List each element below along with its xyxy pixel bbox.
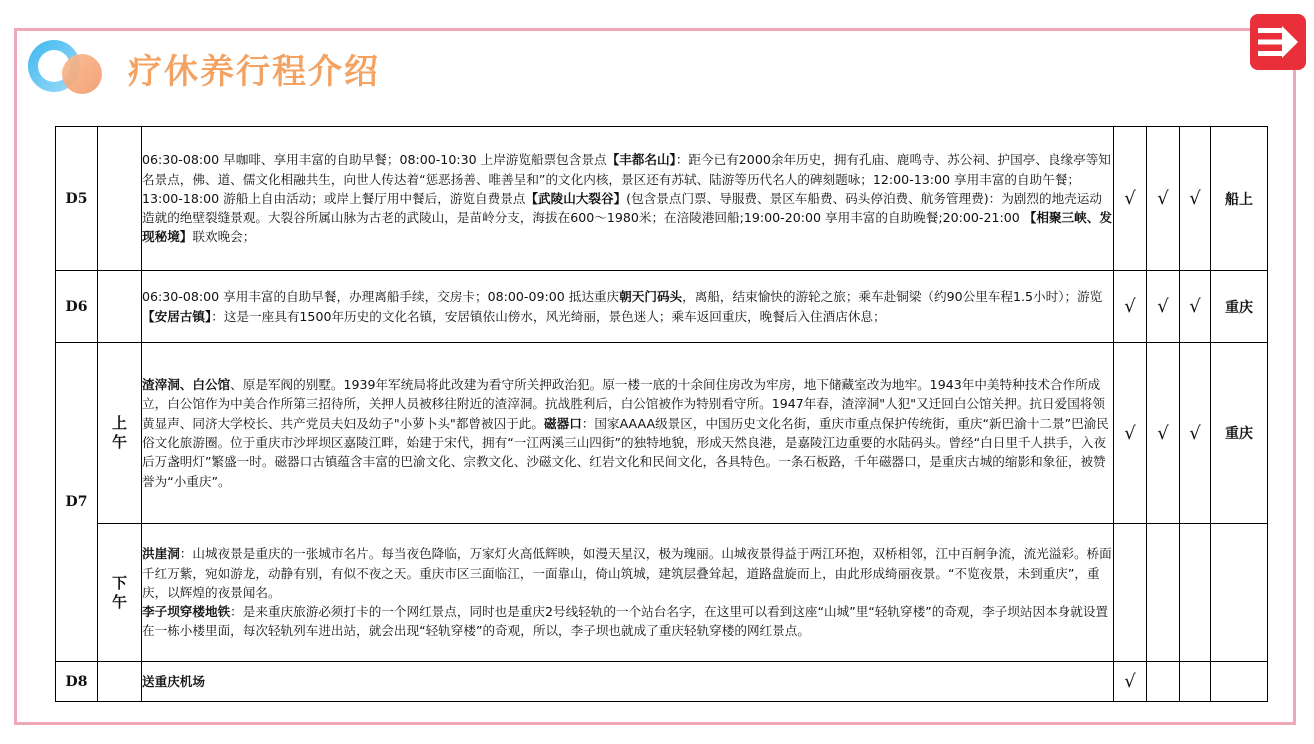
highlight-text: 李子坝穿楼地铁 — [142, 604, 231, 620]
description-segment: ：山城夜景是重庆的一张城市名片。每当夜色降临，万家灯火高低辉映，如漫天星汉，极为瑰丽。山城夜景得益于两江环抱，双桥相邻，江中百舸争流，流光溢彩。桥面千红万紫，宛如游龙，动静有别，有似不夜之天。重庆市区三面临江，一面靠山，倚山筑城，建筑层叠耸起，道路盘旋而上，由此形成绮丽夜景。“不览夜景，未到重庆”，重庆，以辉煌的夜景闻名。 — [142, 546, 1112, 600]
description-segment: ：是来重庆旅游必须打卡的一个网红景点，同时也是重庆2号线轻轨的一个站台名字，在这里可以看到这座“山城”里“轻轨穿楼”的奇观，李子坝站因本身就设置在一栋小楼里面，每次轻轨列车进出站，就会出现“轻轨穿楼”的奇观，所以，李子坝也就成了重庆轻轨穿楼的网红景点。 — [142, 604, 1109, 639]
location-cell: 船上 — [1211, 127, 1268, 271]
description-segment: 19:00-20:00 — [743, 210, 822, 226]
location-cell: 重庆 — [1211, 271, 1268, 343]
description-cell — [142, 127, 1114, 271]
description-segment: 08:00-10:30 — [399, 152, 477, 168]
period-cell — [98, 343, 142, 524]
description-segment: 、原是军阀的别墅。1939年军统局将此改建为看守所关押政治犯。原一楼一底的十余间住房改为牢房，地下储藏室改为地牢。1943年中美特种技术合作所成立，白公馆作为中美合作所第三招待所，关押人员被移往附近的渣滓洞。抗战胜利后，白公馆被作为特别看守所。1947年春，渣滓洞"人犯"又迁回白公馆关押。抗日爱国将领黄显声、同济大学校长、共产党员夫妇及幼子"小萝卜头"都曾被囚于此。 — [142, 377, 1105, 431]
description-segment: 享用丰富的自助早餐，办理离船手续，交房卡； — [219, 289, 488, 305]
description-text — [142, 287, 1113, 326]
description-segment: 06:30-08:00 — [142, 152, 220, 168]
check-cell: √ — [1114, 343, 1147, 524]
check-cell — [1180, 524, 1211, 662]
check-cell — [1147, 524, 1180, 662]
description-segment: (包含景点门票、导服费、景区车船费、码头停泊费、航务管理费)：为剧烈的地壳运动造就的绝壁裂缝景观。大裂谷所属山脉为古老的武陵山，是苗岭分支，海拔在600～1980米；在涪陵港回船; — [142, 190, 1102, 226]
description-cell — [142, 343, 1114, 524]
description-text — [142, 150, 1113, 246]
description-text — [142, 375, 1113, 491]
description-cell — [142, 524, 1114, 662]
location-cell: 重庆 — [1211, 343, 1268, 524]
table-row — [56, 127, 1268, 271]
itinerary-table — [55, 126, 1268, 702]
description-segment: 13:00-18:00 — [142, 190, 220, 206]
table-row — [56, 524, 1268, 662]
highlight-text: 洪崖洞 — [142, 546, 180, 562]
table-row — [56, 271, 1268, 343]
description-segment: ，离船，结束愉快的游轮之旅；乘车赴铜梁（约90公里车程1.5小时）；游览 — [682, 289, 1103, 305]
page-title: 疗休养行程介绍 — [128, 52, 380, 92]
description-text — [142, 672, 1113, 691]
description-segment: 20:00-21:00 — [942, 210, 1020, 226]
highlight-text: 【丰都名山】 — [606, 152, 676, 168]
table-row — [56, 662, 1268, 702]
highlight-text: 朝天门码头 — [619, 289, 683, 305]
description-segment: 联欢晚会； — [192, 229, 256, 245]
overlapping-circles-logo — [24, 36, 114, 100]
description-segment: 享用丰富的自助午餐； — [950, 171, 1080, 187]
period-label: 下午 — [112, 573, 128, 611]
description-segment: ：距今已有2000余年历史，拥有孔庙、鹿鸣寺、苏公祠、护国亭、良缘亭等知名景点，佛、道、儒文化相融共生，向世人传达着“惩恶扬善、唯善呈和”的文化内核，景区还有苏轼、陆游等历代名人的碑刻题咏； — [142, 152, 1111, 187]
location-cell — [1211, 662, 1268, 702]
highlight-text: 磁器口 — [544, 415, 582, 431]
triple-arrow-right-icon — [1256, 24, 1300, 60]
description-segment: ：国家AAAA级景区，中国历史文化名街，重庆市重点保护传统街，重庆“新巴渝十二景”巴渝民俗文化旅游圈。位于重庆市沙坪坝区嘉陵江畔，始建于宋代，拥有“一江两溪三山四街”的独特地貌，形成天然良港，是嘉陵江边重要的水陆码头。曾经“白日里千人拱手，入夜后万盏明灯”繁盛一时。磁器口古镇蕴含丰富的巴渝文化、宗教文化、沙磁文化、红岩文化和民间文化，各具特色。一条石板路，千年磁器口，是重庆古城的缩影和象征，被赞誉为“小重庆”。 — [142, 415, 1109, 489]
highlight-text: 【安居古镇】 — [142, 308, 212, 324]
description-segment: 游船上自由活动；或岸上餐厅用中餐后，游览自费景点 — [219, 190, 526, 206]
highlight-text: 【相聚三峡、发现秘境】 — [142, 210, 1112, 245]
location-cell — [1211, 524, 1268, 662]
table-row — [56, 343, 1268, 524]
check-cell — [1180, 662, 1211, 702]
check-cell: √ — [1114, 271, 1147, 343]
period-cell — [98, 127, 142, 271]
day-cell: D6 — [56, 271, 98, 343]
description-cell — [142, 271, 1114, 343]
description-segment: ：这是一座具有1500年历史的文化名镇，安居镇依山傍水，风光绮丽，景色迷人；乘车返回重庆，晚餐后入住酒店休息； — [211, 308, 886, 324]
check-cell: √ — [1147, 343, 1180, 524]
description-segment: 12:00-13:00 — [872, 171, 951, 187]
day-cell: D8 — [56, 662, 98, 702]
period-cell — [98, 662, 142, 702]
day-cell: D7 — [56, 343, 98, 662]
highlight-text: 渣滓洞、白公馆 — [142, 377, 231, 393]
description-segment: 早咖啡、享用丰富的自助早餐； — [219, 152, 400, 168]
check-cell: √ — [1147, 127, 1180, 271]
period-cell — [98, 271, 142, 343]
check-cell: √ — [1147, 271, 1180, 343]
check-cell: √ — [1180, 343, 1211, 524]
description-segment: 享用丰富的自助晚餐; — [821, 210, 943, 226]
check-cell — [1114, 524, 1147, 662]
description-segment: 抵达重庆 — [564, 289, 620, 305]
check-cell: √ — [1180, 271, 1211, 343]
check-cell: √ — [1114, 127, 1147, 271]
description-segment: 08:00-09:00 — [487, 289, 565, 305]
highlight-text: 送重庆机场 — [142, 673, 205, 689]
description-cell — [142, 662, 1114, 702]
check-cell: √ — [1180, 127, 1211, 271]
check-cell — [1147, 662, 1180, 702]
description-segment: 上岸游览船票包含景点 — [476, 152, 607, 168]
day-cell: D5 — [56, 127, 98, 271]
highlight-text: 【武陵山大裂谷】 — [525, 190, 627, 206]
period-cell — [98, 524, 142, 662]
period-label: 上午 — [112, 414, 128, 451]
description-segment: 06:30-08:00 — [142, 289, 220, 305]
check-cell: √ — [1114, 662, 1147, 702]
next-slide-button[interactable] — [1250, 14, 1306, 70]
description-text — [142, 544, 1113, 640]
